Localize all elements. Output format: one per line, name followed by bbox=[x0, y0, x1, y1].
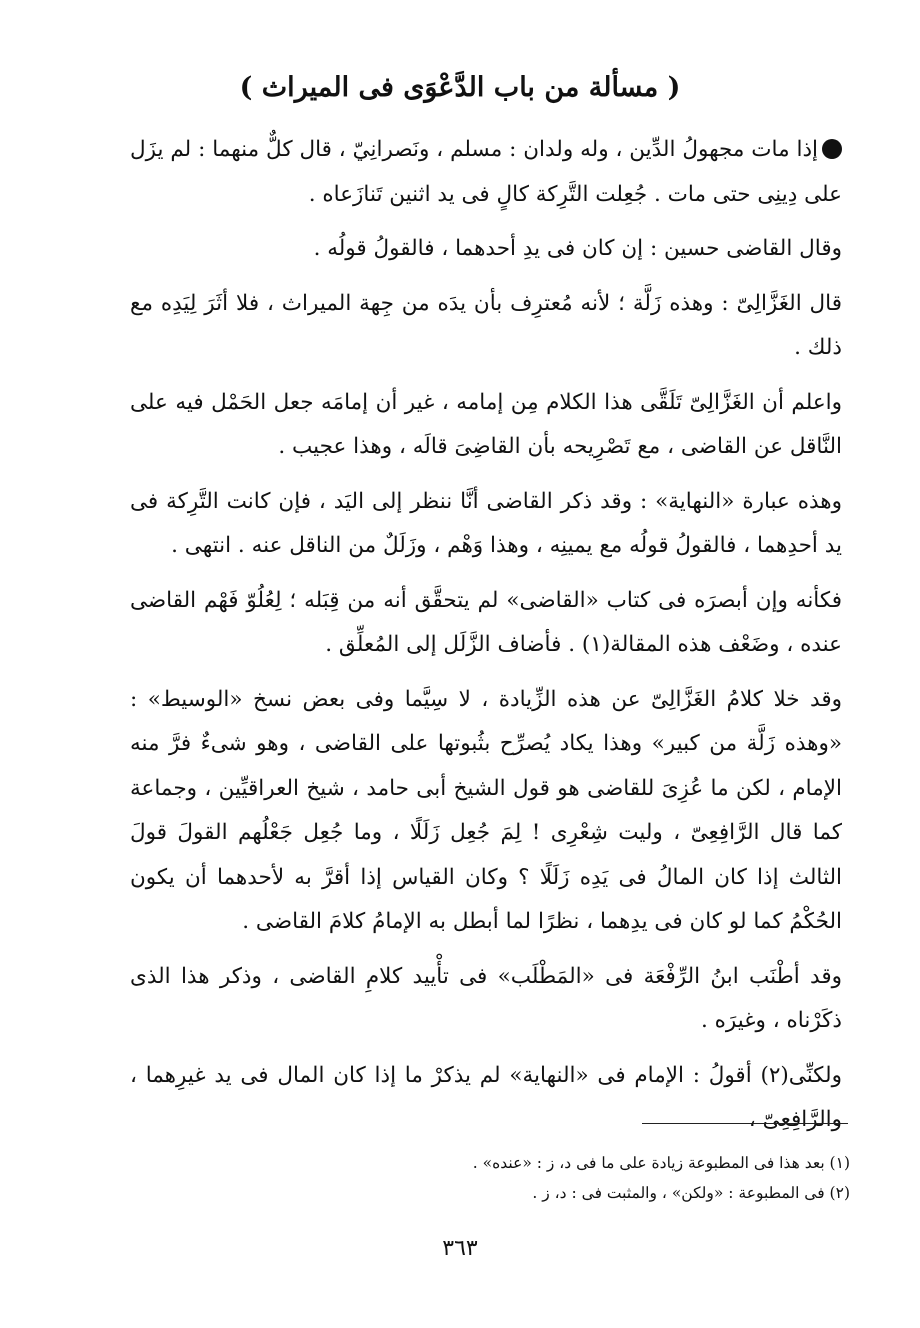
section-title: ( مسألة من باب الدَّعْوَى فى الميراث ) bbox=[239, 72, 681, 103]
footnotes bbox=[130, 1148, 850, 1208]
paragraph-text: إذا مات مجهولُ الدِّين ، وله ولدان : مسلم ، ونَصرانِيّ ، قال كلٌّ منهما : لم يزَل على دِينِى حتى مات . جُعِلت التَّرِكة كالٍ فى يد اثنين تَنازَعاه . bbox=[130, 137, 842, 207]
paragraph: ولكنِّى(٢) أقولُ : الإمام فى «النهاية» لم يذكرْ ما إذا كان المال فى يد غيرِهما ، والرَّافِعِىّ ، bbox=[130, 1062, 842, 1132]
main-text bbox=[130, 128, 842, 1153]
page-number: ٣٦٣ bbox=[442, 1236, 478, 1261]
footnote-divider bbox=[642, 1123, 848, 1124]
paragraph: وقد خلا كلامُ الغَزَّالِىّ عن هذه الزِّيادة ، لا سِيَّما وفى بعض نسخ «الوسيط» : «وهذه زَلَّة من كبير» وهذا يكاد يُصرِّح بثُبوتها على القاضى ، وهو شىءٌ فرَّ منه الإمام ، لكن ما عُزِىَ للقاضى هو قول الشيخ أبى حامد ، شيخ العراقيِّين ، وجماعة كما قال الرَّافِعِىّ ، وليت شِعْرِى ! لِمَ جُعِل زَلَلًا ، وما جُعِل جَعْلُهم القولَ قولَ الثالث إذا كان المالُ فى يَدِه زَلَلًا ؟ وكان القياس إذا أقرَّ به لأحدهما أن يكون الحُكْمُ كما لو كان فى يدِهما ، نظرًا لما أبطل به الإمامُ كلامَ القاضى . bbox=[130, 686, 842, 934]
footnote: (٢) فى المطبوعة : «ولكن» ، والمثبت فى : د، ز . bbox=[532, 1184, 850, 1202]
paragraph bbox=[130, 128, 842, 217]
paragraph: وهذه عبارة «النهاية» : وقد ذكر القاضى أنَّا ننظر إلى اليَد ، فإن كانت التَّرِكة فى يد أحدِهما ، فالقولُ قولُه مع يمينِه ، وهذا وَهْم ، وزَلَلٌ من الناقل عنه . انتهى . bbox=[130, 488, 842, 558]
paragraph: وقد أطْنَب ابنُ الرِّفْعَة فى «المَطْلَب» فى تأْييد كلامِ القاضى ، وذكر هذا الذى ذكَرْناه ، وغيرَه . bbox=[130, 963, 842, 1033]
paragraph: فكأنه وإن أبصرَه فى كتاب «القاضى» لم يتحقَّق أنه من قِبَله ؛ لِعُلُوّ فَهْم القاضى عنده ، وضَعْف هذه المقالة(١) . فأضاف الزَّلَل إلى المُعلِّق . bbox=[130, 587, 842, 657]
paragraph: وقال القاضى حسين : إن كان فى يدِ أحدهما ، فالقولُ قولُه . bbox=[313, 236, 842, 261]
footnote: (١) بعد هذا فى المطبوعة زيادة على ما فى د، ز : «عنده» . bbox=[472, 1154, 850, 1172]
bullet-icon bbox=[822, 139, 842, 159]
paragraph: واعلم أن الغَزَّالِىّ تَلَقَّى هذا الكلام مِن إمامه ، غير أن إمامَه جعل الحَمْل فيه على النَّاقل عن القاضى ، مع تَصْرِيحه بأن القاضِىَ قالَه ، وهذا عجيب . bbox=[130, 389, 842, 459]
paragraph: قال الغَزَّالِىّ : وهذه زَلَّة ؛ لأنه مُعترِف بأن يدَه من جِهة الميراث ، فلا أثَرَ لِيَدِه مع ذلك . bbox=[130, 290, 842, 360]
